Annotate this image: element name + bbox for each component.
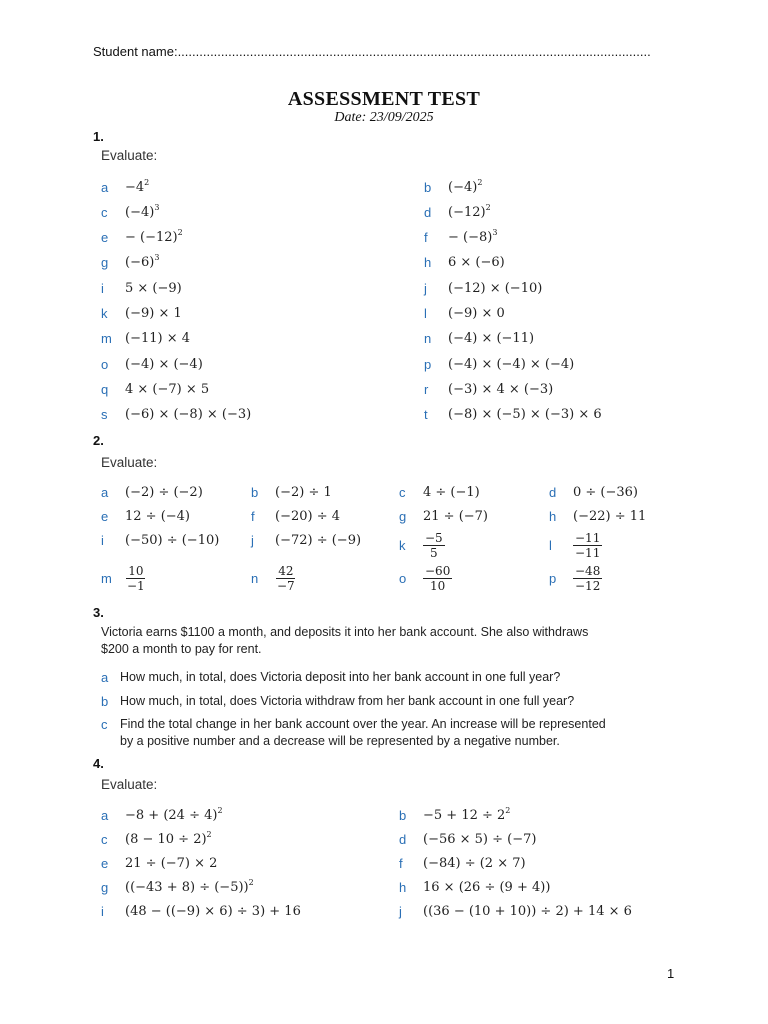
expression-text: (−56 × 5) ÷ (−7)	[423, 831, 537, 847]
expression-text: (−3) × 4 × (−3)	[448, 381, 554, 397]
question-3-part-line-1: How much, in total, does Victoria withdraw from her bank account in one full year?	[120, 694, 575, 708]
expression-text: (−4)	[448, 179, 478, 195]
question-2-fraction	[275, 564, 297, 593]
question-2-expression	[423, 485, 480, 500]
expression-text: (−2) ÷ (−2)	[125, 484, 203, 500]
expression-exponent: 2	[206, 829, 212, 839]
question-2-item-letter: g	[399, 508, 407, 524]
question-1-expression	[448, 331, 534, 346]
question-3-part-c	[101, 716, 681, 750]
question-2-item-b	[251, 482, 332, 502]
expression-text: (48 − ((−9) × 6) ÷ 3) + 16	[125, 903, 301, 919]
question-1-item-letter: h	[424, 255, 432, 271]
student-name-dots: ...................................................................................................................................	[177, 44, 651, 59]
question-4-item-letter: d	[399, 831, 407, 847]
question-4-expression	[423, 904, 632, 919]
question-2-item-f	[251, 506, 340, 526]
question-2-item-g	[399, 506, 488, 526]
question-2-item-letter: j	[251, 532, 254, 548]
question-2-expression	[573, 485, 638, 500]
question-2-item-e	[101, 506, 190, 526]
expression-text: −5 + 12 ÷ 2	[423, 807, 506, 823]
fraction-denominator: −7	[277, 578, 295, 593]
question-1-item-letter: s	[101, 407, 108, 423]
question-2-item-i	[101, 530, 219, 550]
question-2-number: 2.	[93, 433, 104, 448]
question-2-item-letter: n	[251, 570, 259, 586]
expression-exponent: 2	[485, 202, 491, 212]
question-2-item-d	[549, 482, 638, 502]
fraction-denominator: −12	[575, 578, 601, 593]
question-1-item-letter: d	[424, 204, 432, 220]
expression-text: − (−8)	[448, 230, 493, 246]
expression-text: 0 ÷ (−36)	[573, 484, 639, 500]
expression-text: −8 + (24 ÷ 4)	[125, 807, 218, 823]
question-2-item-letter: d	[549, 484, 557, 500]
question-4-item-b	[399, 805, 510, 825]
question-2-fraction	[125, 564, 147, 593]
question-4-expression	[423, 805, 511, 823]
question-1-item-letter: n	[424, 331, 432, 347]
fraction-denominator: 10	[430, 578, 446, 593]
question-2-expression	[125, 485, 203, 500]
expression-text: 12 ÷ (−4)	[125, 508, 191, 524]
expression-exponent: 3	[492, 228, 498, 238]
question-4-intro: Evaluate:	[101, 777, 158, 792]
question-1-item-letter: j	[424, 280, 427, 296]
question-3-part-text	[120, 716, 681, 750]
fraction-numerator: −11	[575, 530, 601, 545]
question-1-item-p	[424, 354, 574, 374]
question-2-expression	[573, 509, 646, 524]
question-1-item-letter: f	[424, 230, 428, 246]
expression-text: 5 × (−9)	[125, 280, 182, 296]
question-1-expression	[125, 202, 160, 220]
expression-text: (−84) ÷ (2 × 7)	[423, 855, 526, 871]
question-4-item-letter: c	[101, 831, 108, 847]
question-2-item-h	[549, 506, 646, 526]
fraction-denominator: 5	[430, 545, 438, 560]
question-1-expression	[125, 407, 251, 422]
question-4-item-letter: h	[399, 879, 407, 895]
fraction-numerator: −5	[425, 530, 443, 545]
expression-exponent: 3	[154, 253, 160, 263]
question-1-item-o	[101, 354, 203, 374]
expression-text: − (−12)	[125, 230, 178, 246]
expression-text: (−12) × (−10)	[448, 280, 543, 296]
question-3-part-text	[120, 693, 681, 710]
question-3-part-b	[101, 693, 681, 710]
question-3-part-line-2: by a positive number and a decrease will be represented by a negative number.	[120, 734, 560, 748]
student-name-label: Student name:	[93, 44, 178, 59]
question-3-part-a	[101, 669, 681, 686]
question-2-item-a	[101, 482, 203, 502]
question-3-intro	[101, 624, 691, 658]
question-1-expression	[125, 382, 209, 397]
question-4-item-letter: b	[399, 807, 407, 823]
question-4-item-c	[101, 829, 212, 849]
question-1-item-k	[101, 304, 182, 324]
question-3-part-text	[120, 669, 681, 686]
question-1-expression	[448, 281, 542, 296]
expression-text: (−4) × (−11)	[448, 331, 535, 347]
question-1-item-i	[101, 278, 182, 298]
expression-text: (−11) × 4	[125, 331, 191, 347]
expression-text: (−8) × (−5) × (−3) × 6	[448, 407, 602, 423]
question-1-item-letter: q	[101, 381, 109, 397]
expression-text: (−6)	[125, 255, 155, 271]
question-2-item-letter: p	[549, 570, 557, 586]
question-4-item-a	[101, 805, 223, 825]
expression-exponent: 3	[154, 202, 160, 212]
question-2-item-letter: c	[399, 484, 406, 500]
question-3-part-line-1: Find the total change in her bank account over the year. An increase will be represented	[120, 717, 606, 731]
question-2-item-j	[251, 530, 361, 550]
question-1-expression	[448, 306, 505, 321]
question-2-fraction	[573, 531, 602, 560]
expression-text: 21 ÷ (−7)	[423, 508, 489, 524]
question-3-part-line-1: How much, in total, does Victoria deposit into her bank account in one full year?	[120, 670, 561, 684]
expression-text: ((−43 + 8) ÷ (−5))	[125, 879, 249, 895]
question-2-item-k	[399, 530, 445, 560]
question-1-item-letter: b	[424, 179, 432, 195]
fraction-denominator: −11	[575, 545, 601, 560]
question-1-expression	[125, 255, 159, 270]
question-4-expression	[423, 832, 536, 847]
question-2-item-letter: o	[399, 570, 407, 586]
expression-text: (−6) × (−8) × (−3)	[125, 407, 252, 423]
question-4-number: 4.	[93, 756, 104, 771]
question-1-item-letter: i	[101, 280, 104, 296]
question-2-item-letter: e	[101, 508, 109, 524]
question-1-expression	[125, 306, 182, 321]
expression-text: −4	[125, 179, 145, 195]
question-2-item-letter: f	[251, 508, 255, 524]
question-1-item-n	[424, 329, 534, 349]
question-1-item-l	[424, 304, 505, 324]
question-2-item-letter: k	[399, 537, 406, 553]
question-2-expression	[275, 509, 340, 524]
question-3-part-letter: a	[101, 670, 109, 685]
expression-exponent: 2	[177, 228, 183, 238]
question-1-expression	[125, 357, 203, 372]
question-1-item-g	[101, 253, 159, 273]
question-4-item-f	[399, 853, 526, 873]
question-4-item-letter: f	[399, 855, 403, 871]
question-1-expression	[448, 202, 491, 220]
question-1-item-h	[424, 253, 505, 273]
question-1-item-q	[101, 379, 209, 399]
expression-text: ((36 − (10 + 10)) ÷ 2) + 14 × 6	[423, 903, 632, 919]
student-name-line	[93, 44, 693, 59]
question-4-item-letter: i	[101, 903, 104, 919]
question-2-expression	[423, 509, 488, 524]
question-1-expression	[125, 230, 183, 245]
question-1-item-j	[424, 278, 542, 298]
question-1-expression	[125, 331, 190, 346]
question-1-item-s	[101, 405, 251, 425]
question-2-item-letter: l	[549, 537, 552, 553]
question-1-item-letter: k	[101, 306, 108, 321]
question-1-item-letter: l	[424, 306, 427, 321]
question-2-expression	[275, 533, 361, 548]
expression-exponent: 2	[144, 177, 150, 187]
expression-text: 4 × (−7) × 5	[125, 381, 210, 397]
page-number: 1	[667, 966, 675, 981]
question-4-item-letter: g	[101, 879, 109, 895]
question-1-item-e	[101, 228, 183, 248]
expression-text: (−2) ÷ 1	[275, 484, 332, 500]
fraction-numerator: −48	[575, 563, 601, 578]
question-1-item-letter: a	[101, 179, 109, 195]
expression-text: (−9) × 1	[125, 306, 182, 321]
question-2-expression	[275, 485, 332, 500]
question-4-item-letter: j	[399, 903, 402, 919]
question-3-part-letter: c	[101, 717, 108, 732]
question-1-item-b	[424, 177, 482, 197]
question-4-item-i	[101, 901, 301, 921]
question-1-expression	[448, 407, 602, 422]
expression-text: (−9) × 0	[448, 306, 505, 321]
expression-text: (−22) ÷ 11	[573, 508, 647, 524]
expression-text: (−12)	[448, 204, 486, 220]
question-1-intro: Evaluate:	[101, 148, 158, 163]
question-2-item-p	[549, 563, 602, 593]
fraction-denominator: −1	[127, 578, 145, 593]
question-4-item-letter: e	[101, 855, 109, 871]
question-4-item-j	[399, 901, 632, 921]
question-2-expression	[125, 509, 190, 524]
expression-text: (−72) ÷ (−9)	[275, 532, 362, 548]
fraction-numerator: −60	[425, 563, 451, 578]
question-1-item-letter: r	[424, 381, 429, 397]
question-1-expression	[448, 255, 505, 270]
question-1-item-a	[101, 177, 149, 197]
question-4-expression	[423, 856, 526, 871]
question-2-intro: Evaluate:	[101, 455, 158, 470]
question-2-item-c	[399, 482, 480, 502]
question-2-fraction	[423, 564, 452, 593]
fraction-numerator: 10	[128, 563, 144, 578]
expression-text: (8 − 10 ÷ 2)	[125, 831, 207, 847]
question-4-item-e	[101, 853, 217, 873]
question-1-item-r	[424, 379, 553, 399]
question-2-item-o	[399, 563, 452, 593]
question-1-item-c	[101, 202, 159, 222]
question-1-number: 1.	[93, 129, 104, 144]
question-2-item-letter: m	[101, 570, 112, 586]
question-1-item-letter: c	[101, 204, 108, 220]
question-2-item-letter: h	[549, 508, 557, 524]
question-4-item-g	[101, 877, 254, 897]
question-1-item-d	[424, 202, 491, 222]
expression-text: (−20) ÷ 4	[275, 508, 341, 524]
question-3-number: 3.	[93, 605, 104, 620]
expression-exponent: 2	[477, 177, 483, 187]
question-3-part-letter: b	[101, 694, 109, 709]
question-1-item-letter: m	[101, 331, 112, 347]
expression-exponent: 2	[248, 877, 254, 887]
question-2-fraction	[573, 564, 602, 593]
question-4-expression	[125, 805, 223, 823]
question-2-item-n	[251, 563, 297, 593]
question-4-expression	[125, 856, 217, 871]
question-2-item-m	[101, 563, 147, 593]
question-2-fraction	[423, 531, 445, 560]
question-4-item-letter: a	[101, 807, 109, 823]
question-4-item-h	[399, 877, 550, 897]
question-1-expression	[448, 230, 497, 245]
page-title: ASSESSMENT TEST	[287, 88, 481, 110]
expression-exponent: 2	[217, 805, 223, 815]
expression-text: (−4) × (−4) × (−4)	[448, 356, 575, 372]
expression-exponent: 2	[505, 805, 511, 815]
question-2-item-letter: a	[101, 484, 109, 500]
question-1-item-letter: e	[101, 230, 109, 246]
question-2-item-letter: b	[251, 484, 259, 500]
question-1-expression	[125, 281, 182, 296]
question-2-expression	[125, 533, 219, 548]
question-1-expression	[448, 357, 574, 372]
question-3-intro-line-1: Victoria earns $1100 a month, and deposits it into her bank account. She also withdraws	[101, 625, 589, 639]
test-date: Date: 23/09/2025	[334, 110, 434, 125]
question-2-item-letter: i	[101, 532, 104, 548]
question-1-expression	[125, 177, 150, 195]
expression-text: 4 ÷ (−1)	[423, 484, 480, 500]
expression-text: (−50) ÷ (−10)	[125, 532, 220, 548]
question-4-expression	[125, 829, 212, 847]
question-3-intro-line-2: $200 a month to pay for rent.	[101, 642, 262, 656]
question-1-item-letter: o	[101, 356, 109, 372]
expression-text: 21 ÷ (−7) × 2	[125, 855, 218, 871]
question-1-item-letter: g	[101, 255, 109, 271]
question-1-item-t	[424, 405, 602, 425]
question-1-expression	[448, 382, 553, 397]
question-4-expression	[125, 877, 254, 895]
question-1-item-m	[101, 329, 190, 349]
expression-text: 16 × (26 ÷ (9 + 4))	[423, 879, 551, 895]
expression-text: (−4) × (−4)	[125, 356, 203, 372]
question-1-item-letter: p	[424, 356, 432, 372]
question-1-item-letter: t	[424, 407, 428, 423]
question-4-expression	[125, 904, 301, 919]
fraction-numerator: 42	[278, 563, 294, 578]
expression-text: (−4)	[125, 204, 155, 220]
question-1-item-f	[424, 228, 497, 248]
question-2-item-l	[549, 530, 602, 560]
question-4-item-d	[399, 829, 536, 849]
question-4-expression	[423, 880, 550, 895]
expression-text: 6 × (−6)	[448, 255, 505, 271]
question-1-expression	[448, 177, 483, 195]
